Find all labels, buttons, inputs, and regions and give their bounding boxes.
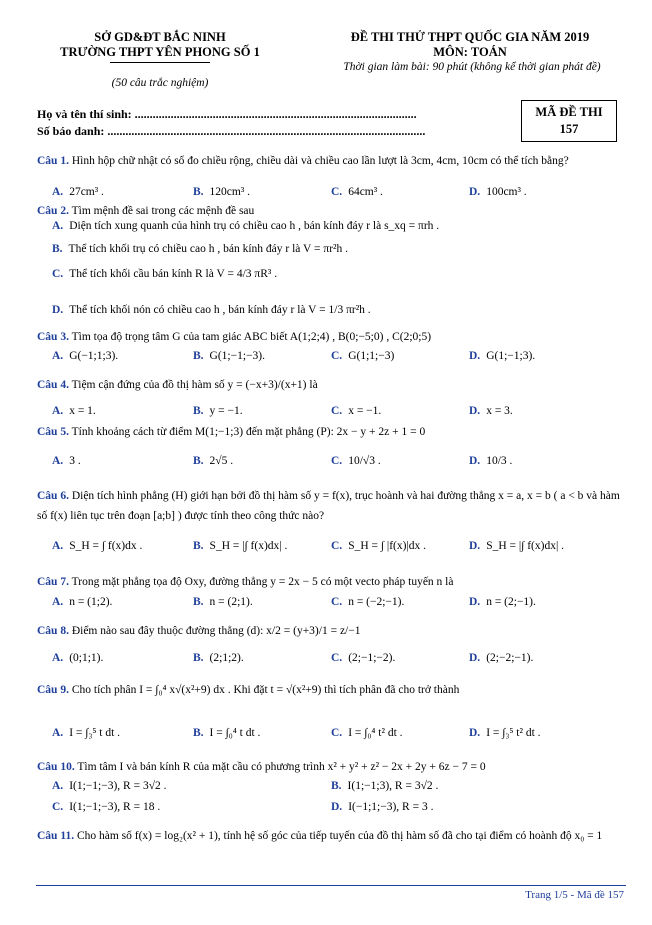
exam-code-box (521, 100, 617, 142)
q8-option-d[interactable]: D. (2;−2;−1). (469, 652, 534, 664)
question-6: Câu 6. Diện tích hình phẳng (H) giới hạn bởi đồ thị hàm số y = f(x), trục hoành và hai đường thẳng x = a, x = b ( a < b và hàm số f(x) liên tục trên đoạn [a;b] ) được tính theo công thức nào? (37, 490, 620, 522)
q3-option-d[interactable]: D. G(1;−1;3). (469, 350, 536, 362)
q5-option-b[interactable]: B. 2√5 . (193, 455, 234, 467)
q3-option-c[interactable]: C. G(1;1;−3) (331, 350, 395, 362)
q5-option-c[interactable]: C. 10/√3 . (331, 455, 381, 467)
student-name-field: Họ và tên thí sinh: .............................................................................................. (37, 107, 417, 121)
q7-option-d[interactable]: D. n = (2;−1). (469, 596, 536, 608)
question-5: Câu 5. Tính khoảng cách từ điểm M(1;−1;3) đến mặt phẳng (P): 2x − y + 2z + 1 = 0 (37, 426, 426, 438)
time-limit: Thời gian làm bài: 90 phút (không kể thời gian phát đề) (343, 61, 601, 73)
subject: MÔN: TOÁN (433, 45, 507, 59)
q9-option-d[interactable]: D. I = ∫₃⁵ t² dt . (469, 727, 541, 739)
q7-option-b[interactable]: B. n = (2;1). (193, 596, 253, 608)
q1-option-b[interactable]: B. 120cm³ . (193, 186, 251, 198)
question-9: Câu 9. Cho tích phân I = ∫₀⁴ x√(x²+9) dx . Khi đặt t = √(x²+9) thì tích phân đã cho trở thành (37, 684, 460, 696)
q6-option-c[interactable]: C. S_H = ∫ |f(x)|dx . (331, 540, 426, 552)
question-3: Câu 3. Tìm tọa độ trọng tâm G của tam giác ABC biết A(1;2;4) , B(0;−5;0) , C(2;0;5) (37, 331, 432, 343)
school-underline (110, 62, 210, 63)
dept-name: SỞ GD&ĐT BẮC NINH (94, 30, 226, 44)
question-4: Câu 4. Tiệm cận đứng của đồ thị hàm số y = (−x+3)/(x+1) là (37, 379, 318, 391)
q1-option-d[interactable]: D. 100cm³ . (469, 186, 527, 198)
q6-option-d[interactable]: D. S_H = |∫ f(x)dx| . (469, 540, 564, 552)
q7-option-a[interactable]: A. n = (1;2). (52, 596, 113, 608)
q5-option-d[interactable]: D. 10/3 . (469, 455, 513, 467)
q4-option-c[interactable]: C. x = −1. (331, 405, 382, 417)
q4-option-b[interactable]: B. y = −1. (193, 405, 243, 417)
student-id-field: Số báo danh: .......................................................................................................... (37, 124, 426, 138)
q2-option-b[interactable]: B. Thể tích khối trụ có chiều cao h , bán kính đáy r là V = πr²h . (52, 243, 348, 255)
question-number: Câu 1. (37, 155, 69, 167)
q3-option-a[interactable]: A. G(−1;1;3). (52, 350, 119, 362)
question-10: Câu 10. Tìm tâm I và bán kính R của mặt cầu có phương trình x² + y² + z² − 2x + 2y + 6z − 7 = 0 (37, 761, 486, 773)
question-11: Câu 11. Cho hàm số f(x) = log₂(x² + 1), tính hệ số góc của tiếp tuyến của đồ thị hàm số đã cho tại điểm có hoành độ x₀ = 1 (37, 830, 603, 842)
q2-option-a[interactable]: A. Diện tích xung quanh của hình trụ có chiều cao h , bán kính đáy r là s_xq = πrh . (52, 220, 440, 232)
q10-option-a[interactable]: A. I(1;−1;−3), R = 3√2 . (52, 780, 167, 792)
footer-divider (36, 885, 626, 886)
q5-option-a[interactable]: A. 3 . (52, 455, 81, 467)
q2-option-c[interactable]: C. Thể tích khối cầu bán kính R là V = 4/3 πR³ . (52, 268, 278, 280)
q10-option-d[interactable]: D. I(−1;1;−3), R = 3 . (331, 801, 434, 813)
q8-option-b[interactable]: B. (2;1;2). (193, 652, 244, 664)
q10-option-c[interactable]: C. I(1;−1;−3), R = 18 . (52, 801, 161, 813)
question-7: Câu 7. Trong mặt phẳng tọa độ Oxy, đường thẳng y = 2x − 5 có một vecto pháp tuyến n là (37, 576, 454, 588)
q3-option-b[interactable]: B. G(1;−1;−3). (193, 350, 265, 362)
question-8: Câu 8. Điểm nào sau đây thuộc đường thẳng (d): x/2 = (y+3)/1 = z/−1 (37, 625, 361, 637)
question-count-note: (50 câu trắc nghiệm) (111, 77, 209, 89)
q9-option-a[interactable]: A. I = ∫₃⁵ t dt . (52, 727, 121, 739)
q1-option-a[interactable]: A. 27cm³ . (52, 186, 104, 198)
school-name: TRƯỜNG THPT YÊN PHONG SỐ 1 (60, 45, 260, 59)
exam-code-label: MÃ ĐỀ THI (535, 105, 603, 119)
q6-option-a[interactable]: A. S_H = ∫ f(x)dx . (52, 540, 143, 552)
q8-option-a[interactable]: A. (0;1;1). (52, 652, 104, 664)
question-1 (37, 154, 624, 168)
q9-option-c[interactable]: C. I = ∫₀⁴ t² dt . (331, 727, 403, 739)
q6-option-b[interactable]: B. S_H = |∫ f(x)dx| . (193, 540, 288, 552)
q9-option-b[interactable]: B. I = ∫₀⁴ t dt . (193, 727, 261, 739)
exam-code-value: 157 (559, 122, 579, 136)
q2-option-d[interactable]: D. Thể tích khối nón có chiều cao h , bán kính đáy r là V = 1/3 πr²h . (52, 304, 371, 316)
question-2: Câu 2. Tìm mệnh đề sai trong các mệnh đề sau (37, 205, 255, 217)
q4-option-d[interactable]: D. x = 3. (469, 405, 513, 417)
q10-option-b[interactable]: B. I(1;−1;3), R = 3√2 . (331, 780, 439, 792)
q1-option-c[interactable]: C. 64cm³ . (331, 186, 383, 198)
page-footer: Trang 1/5 - Mã đề 157 (525, 889, 624, 901)
question-text: Hình hộp chữ nhật có số đo chiều rộng, chiều dài và chiều cao lần lượt là 3cm, 4cm, 10cm có thể tích bằng? (71, 155, 569, 167)
q7-option-c[interactable]: C. n = (−2;−1). (331, 596, 405, 608)
exam-title: ĐỀ THI THỬ THPT QUỐC GIA NĂM 2019 (350, 30, 590, 44)
q8-option-c[interactable]: C. (2;−1;−2). (331, 652, 396, 664)
q4-option-a[interactable]: A. x = 1. (52, 405, 96, 417)
